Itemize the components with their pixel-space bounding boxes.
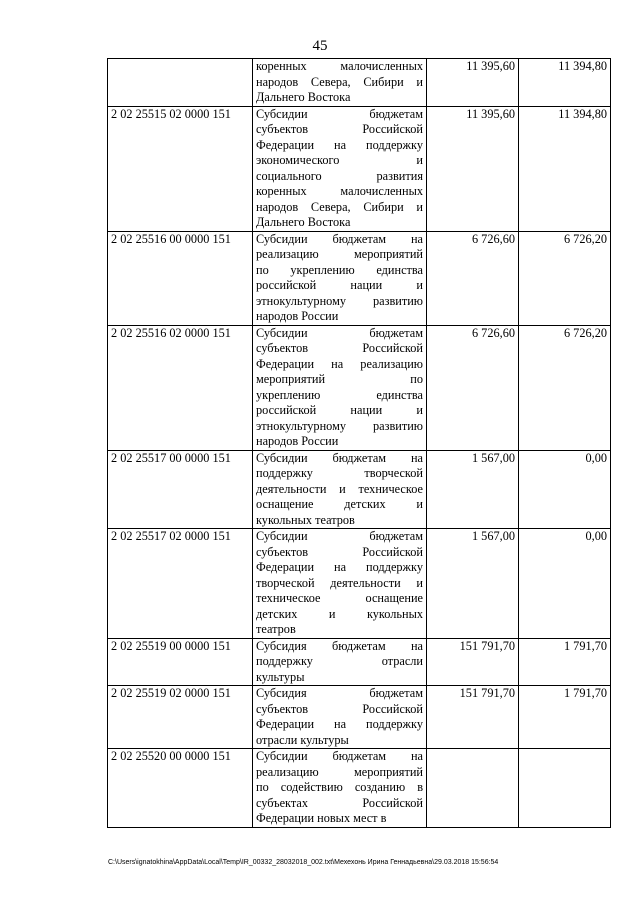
table-row — [108, 325, 611, 450]
description-line: театров — [256, 622, 296, 636]
description-cell — [253, 231, 427, 325]
description-line: Субсидия бюджетам — [256, 686, 423, 700]
description-line: культуры — [256, 669, 305, 684]
description-cell — [253, 325, 427, 450]
description-line: Дальнего Востока — [256, 215, 351, 229]
executed-amount-cell: 6 726,20 — [519, 231, 611, 325]
description-line: поддержку отрасли — [256, 654, 423, 668]
description-line: субъектов Российской — [256, 122, 423, 136]
planned-amount-cell: 151 791,70 — [427, 686, 519, 749]
budget-code-cell: 2 02 25516 00 0000 151 — [108, 231, 253, 325]
planned-amount-cell: 1 567,00 — [427, 450, 519, 529]
table-row — [108, 106, 611, 231]
budget-code-cell: 2 02 25517 02 0000 151 — [108, 529, 253, 639]
table-row — [108, 450, 611, 529]
description-line: Федерации на поддержку — [256, 717, 423, 731]
description-line: Дальнего Востока — [256, 90, 351, 104]
description-line: творческой деятельности и — [256, 575, 423, 590]
table-row — [108, 529, 611, 639]
budget-code-cell: 2 02 25519 00 0000 151 — [108, 638, 253, 686]
description-line: Федерации на поддержку — [256, 137, 423, 152]
description-line: Субсидии бюджетам на — [256, 749, 423, 763]
budget-table-body — [108, 59, 611, 828]
description-line: Федерации на поддержку — [256, 560, 423, 574]
description-line: социального развития — [256, 168, 423, 183]
page-number: 45 — [312, 38, 328, 54]
description-line: Федерации новых мест в — [256, 811, 387, 825]
description-cell — [253, 638, 427, 686]
description-line: оснащение детских и — [256, 497, 423, 511]
description-line: укреплению единства — [256, 387, 423, 402]
executed-amount-cell: 1 791,70 — [519, 686, 611, 749]
description-cell — [253, 529, 427, 639]
executed-amount-cell: 11 394,80 — [519, 106, 611, 231]
description-cell — [253, 749, 427, 828]
table-row — [108, 638, 611, 686]
description-line: этнокультурному развитию — [256, 293, 423, 308]
executed-amount-cell: 1 791,70 — [519, 638, 611, 686]
executed-amount-cell: 0,00 — [519, 450, 611, 529]
table-row — [108, 231, 611, 325]
description-line: Субсидии бюджетам — [256, 325, 423, 340]
planned-amount-cell: 6 726,60 — [427, 231, 519, 325]
description-line: Субсидии бюджетам — [256, 529, 423, 543]
budget-code-cell — [108, 59, 253, 107]
table-row — [108, 59, 611, 107]
description-line: отрасли культуры — [256, 732, 349, 747]
budget-table — [107, 58, 611, 828]
description-line: экономического и — [256, 153, 423, 167]
description-line: кукольных театров — [256, 512, 355, 527]
description-cell — [253, 686, 427, 749]
description-line: субъектов Российской — [256, 701, 423, 716]
description-line: Субсидия бюджетам на — [256, 638, 423, 653]
budget-code-cell: 2 02 25519 02 0000 151 — [108, 686, 253, 749]
planned-amount-cell: 11 395,60 — [427, 106, 519, 231]
description-line: народов Севера, Сибири и — [256, 74, 423, 89]
description-line: народов Севера, Сибири и — [256, 199, 423, 214]
description-line: российской нации и — [256, 278, 423, 292]
planned-amount-cell: 11 395,60 — [427, 59, 519, 107]
description-cell — [253, 450, 427, 529]
description-line: Федерации на реализацию — [256, 356, 423, 371]
description-line: Субсидии бюджетам — [256, 106, 423, 121]
planned-amount-cell — [427, 749, 519, 828]
description-line: коренных малочисленных — [256, 184, 423, 198]
planned-amount-cell: 1 567,00 — [427, 529, 519, 639]
description-line: по укреплению единства — [256, 262, 423, 277]
planned-amount-cell: 6 726,60 — [427, 325, 519, 450]
description-cell — [253, 106, 427, 231]
description-line: мероприятий по — [256, 372, 423, 386]
budget-code-cell: 2 02 25517 00 0000 151 — [108, 450, 253, 529]
budget-code-cell: 2 02 25516 02 0000 151 — [108, 325, 253, 450]
description-line: реализацию мероприятий — [256, 247, 423, 261]
executed-amount-cell — [519, 749, 611, 828]
description-line: Субсидии бюджетам на — [256, 450, 423, 465]
description-line: народов России — [256, 434, 339, 448]
description-line: детских и кукольных — [256, 606, 423, 621]
table-row — [108, 686, 611, 749]
description-line: техническое оснащение — [256, 591, 423, 605]
table-row — [108, 749, 611, 828]
description-line: реализацию мероприятий — [256, 764, 423, 779]
description-line: российской нации и — [256, 403, 423, 417]
description-line: Субсидии бюджетам на — [256, 231, 423, 246]
executed-amount-cell: 11 394,80 — [519, 59, 611, 107]
footer-file-path: C:\Users\ignatokhina\AppData\Local\Temp\IR_00332_28032018_002.txt\Мехехонь Ирина Геннадьевна\29.03.2018 15:56:54 — [108, 859, 499, 866]
planned-amount-cell: 151 791,70 — [427, 638, 519, 686]
description-line: этнокультурному развитию — [256, 418, 423, 433]
description-line: поддержку творческой — [256, 466, 423, 480]
budget-code-cell: 2 02 25520 00 0000 151 — [108, 749, 253, 828]
executed-amount-cell: 6 726,20 — [519, 325, 611, 450]
executed-amount-cell: 0,00 — [519, 529, 611, 639]
description-line: субъектов Российской — [256, 341, 423, 355]
description-cell — [253, 59, 427, 107]
description-line: коренных малочисленных — [256, 59, 423, 73]
description-line: деятельности и техническое — [256, 481, 423, 496]
description-line: по содействию созданию в — [256, 780, 423, 794]
budget-code-cell: 2 02 25515 02 0000 151 — [108, 106, 253, 231]
description-line: субъектах Российской — [256, 795, 423, 810]
description-line: субъектов Российской — [256, 544, 423, 559]
description-line: народов России — [256, 309, 339, 323]
